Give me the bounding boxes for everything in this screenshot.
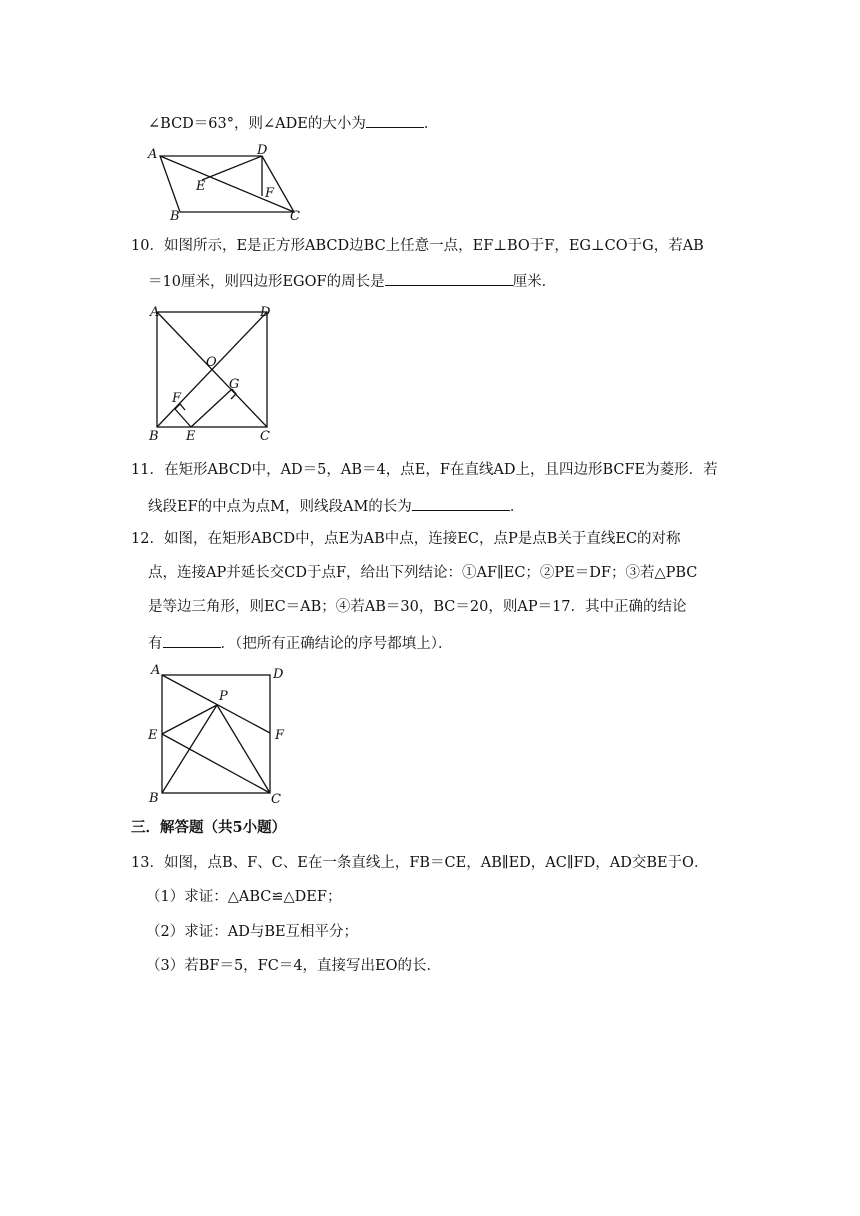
fig9-label-F: F [265,186,275,201]
fig10-label-D: D [260,305,271,320]
q10-line1: 10．如图所示，E是正方形ABCD边BC上任意一点，EF⊥BO于F，EG⊥CO于G，若AB [131,238,704,254]
fig9-label-B: B [170,209,180,224]
q13-part2: （2）求证：AD与BE互相平分； [146,924,359,940]
q11-answer-blank[interactable] [412,495,510,511]
fig10-label-O: O [206,355,217,370]
fig12-label-B: B [149,791,159,806]
q10-line2: ＝10厘米，则四边形EGOF的周长是 厘米． [148,270,556,292]
fig9-label-E: E [196,179,206,194]
q13-part1: （1）求证：△ABC≌△DEF； [146,889,342,905]
fig10-label-E: E [186,429,196,444]
fig10-label-F: F [172,391,182,406]
fig10-label-G: G [229,377,240,392]
q12-line4: 有 ．（把所有正确结论的序号都填上）． [148,632,453,654]
fig9-label-A: A [148,147,158,162]
q12-answer-blank[interactable] [163,632,221,648]
q11-line1: 11．在矩形ABCD中，AD＝5，AB＝4，点E，F在直线AD上，且四边形BCFE为菱形．若 [131,462,718,478]
q12-line3: 是等边三角形，则EC＝AB；④若AB＝30，BC＝20，则AP＝17．其中正确的结论 [148,599,687,615]
q9-answer-blank[interactable] [366,112,424,128]
figure-q9-parallelogram [140,140,340,224]
fig12-label-C: C [271,792,281,807]
q9-text: ∠BCD＝63°，则∠ADE的大小为 ． [148,112,438,134]
figure-q12-rectangle [145,660,305,810]
fig12-label-D: D [273,667,284,682]
q11-line2: 线段EF的中点为点M，则线段AM的长为 ． [148,495,524,517]
fig9-label-C: C [290,209,300,224]
fig10-label-C: C [260,429,270,444]
q13-line1: 13．如图，点B、F、C、E在一条直线上，FB＝CE，AB∥ED，AC∥FD，AD交BE于O． [131,855,709,871]
fig12-label-P: P [219,689,228,704]
section-3-title: 三．解答题（共5小题） [131,819,287,836]
fig10-label-B: B [149,429,159,444]
q12-line1: 12．如图，在矩形ABCD中，点E为AB中点，连接EC，点P是点B关于直线EC的对称 [131,531,681,547]
fig9-label-D: D [257,143,268,158]
q12-line2: 点，连接AP并延长交CD于点F，给出下列结论：①AF∥EC；②PE＝DF；③若△PBC [148,565,698,581]
fig12-label-E: E [148,728,158,743]
fig10-label-A: A [150,305,160,320]
q10-answer-blank[interactable] [385,270,513,286]
fig12-label-F: F [275,728,285,743]
figure-q10-square [145,300,285,450]
q13-part3: （3）若BF＝5，FC＝4，直接写出EO的长． [146,958,442,974]
fig12-label-A: A [151,663,161,678]
